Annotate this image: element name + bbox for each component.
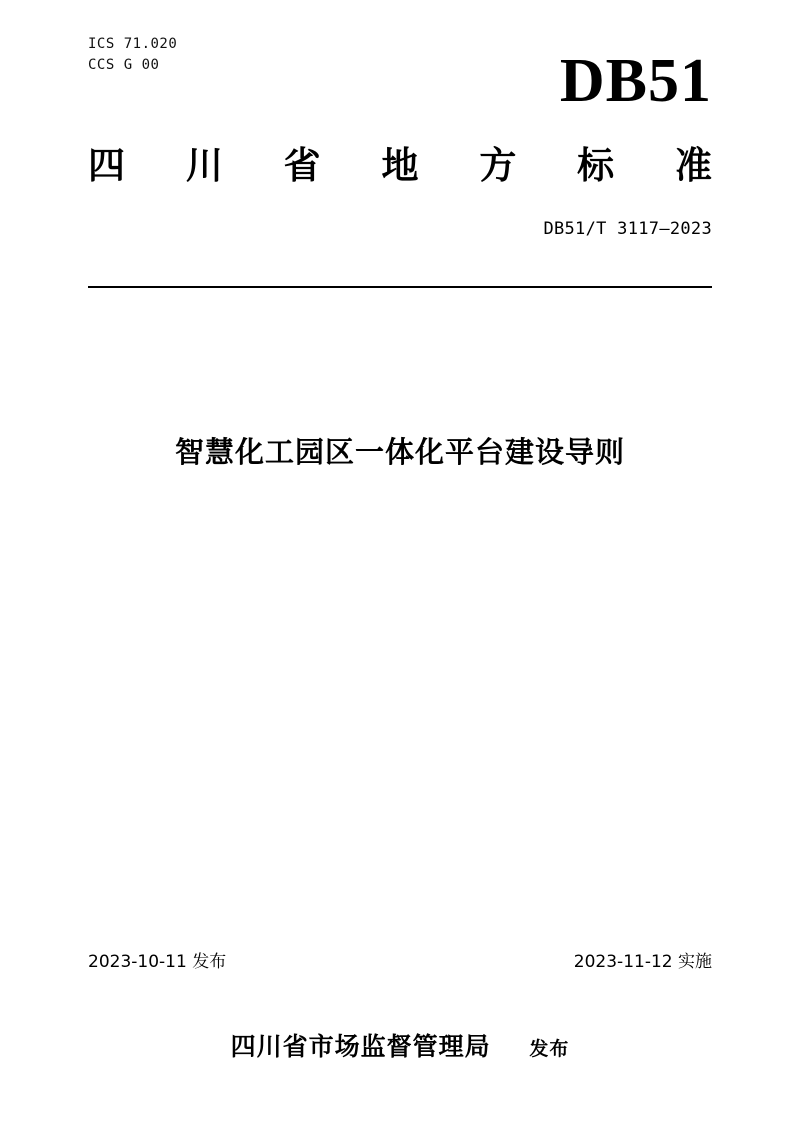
release-date: 2023-10-11 发布 <box>88 952 227 972</box>
standard-type-char: 四 <box>88 144 125 187</box>
classification-codes <box>88 34 177 76</box>
ccs-code: CCS G 00 <box>88 57 160 73</box>
issuer-name: 四川省市场监督管理局 <box>230 1032 491 1061</box>
standard-number: DB51/T 3117—2023 <box>543 219 712 239</box>
implementation-date: 2023-11-12 实施 <box>573 952 712 972</box>
standard-type-char: 准 <box>674 144 712 187</box>
issuer-verb: 发布 <box>529 1038 570 1060</box>
db-mark: DB51 <box>559 47 712 115</box>
issuer-block <box>0 1030 800 1066</box>
standard-type-char: 省 <box>283 144 321 187</box>
standard-type-char: 方 <box>479 144 517 187</box>
standard-type-char: 川 <box>185 144 223 187</box>
date-row <box>88 950 712 974</box>
standard-type-title <box>88 143 712 189</box>
standard-type-char: 地 <box>381 144 419 187</box>
header-divider <box>88 286 712 288</box>
ics-code: ICS 71.020 <box>88 36 178 52</box>
page-title: 智慧化工园区一体化平台建设导则 <box>174 435 625 469</box>
standard-type-char: 标 <box>577 144 615 187</box>
